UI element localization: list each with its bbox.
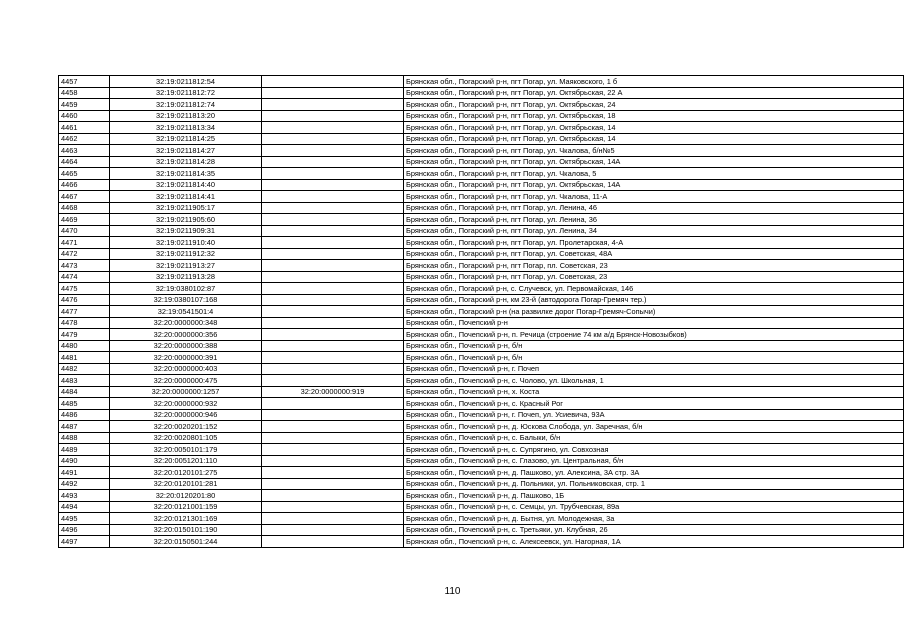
secondary-cadastral-number-cell: [262, 87, 404, 99]
cadastral-number-cell: 32:20:0000000:391: [110, 352, 262, 364]
secondary-cadastral-number-cell: [262, 271, 404, 283]
table-row: [59, 122, 904, 134]
cadastral-number-cell: 32:19:0211814:27: [110, 145, 262, 157]
table-row: [59, 490, 904, 502]
secondary-cadastral-number-cell: [262, 444, 404, 456]
row-number-cell: 4484: [59, 386, 110, 398]
table-row: [59, 513, 904, 525]
address-cell: Брянская обл., Погарский р-н, пгт Погар, ул. Ленина, 36: [404, 214, 904, 226]
table-row: [59, 225, 904, 237]
cadastral-number-cell: 32:19:0211813:20: [110, 110, 262, 122]
table-row: [59, 524, 904, 536]
row-number-cell: 4464: [59, 156, 110, 168]
page-number: 110: [444, 586, 461, 597]
address-cell: Брянская обл., Почепский р-н, д. Юскова Слобода, ул. Заречная, б/н: [404, 421, 904, 433]
cadastral-number-cell: 32:20:0120101:275: [110, 467, 262, 479]
row-number-cell: 4480: [59, 340, 110, 352]
cadastral-number-cell: 32:20:0000000:388: [110, 340, 262, 352]
row-number-cell: 4457: [59, 76, 110, 88]
cadastral-number-cell: 32:19:0211812:72: [110, 87, 262, 99]
secondary-cadastral-number-cell: [262, 478, 404, 490]
secondary-cadastral-number-cell: [262, 432, 404, 444]
row-number-cell: 4459: [59, 99, 110, 111]
secondary-cadastral-number-cell: [262, 524, 404, 536]
address-cell: Брянская обл., Почепский р-н, с. Супрягино, ул. Совхозная: [404, 444, 904, 456]
address-cell: Брянская обл., Почепский р-н, б/н: [404, 352, 904, 364]
secondary-cadastral-number-cell: [262, 145, 404, 157]
cadastral-number-cell: 32:19:0380107:168: [110, 294, 262, 306]
secondary-cadastral-number-cell: [262, 317, 404, 329]
table-row: [59, 179, 904, 191]
secondary-cadastral-number-cell: [262, 225, 404, 237]
address-cell: Брянская обл., Погарский р-н, пгт Погар, ул. Октябрьская, 18: [404, 110, 904, 122]
row-number-cell: 4462: [59, 133, 110, 145]
row-number-cell: 4467: [59, 191, 110, 203]
cadastral-number-cell: 32:19:0211814:28: [110, 156, 262, 168]
secondary-cadastral-number-cell: [262, 214, 404, 226]
secondary-cadastral-number-cell: [262, 260, 404, 272]
address-cell: Брянская обл., Погарский р-н, пгт Погар, ул. Октябрьская, 14: [404, 133, 904, 145]
cadastral-number-cell: 32:20:0000000:1257: [110, 386, 262, 398]
row-number-cell: 4487: [59, 421, 110, 433]
table-row: [59, 317, 904, 329]
table-row: [59, 421, 904, 433]
row-number-cell: 4485: [59, 398, 110, 410]
row-number-cell: 4470: [59, 225, 110, 237]
row-number-cell: 4472: [59, 248, 110, 260]
address-cell: Брянская обл., Погарский р-н, пгт Погар, ул. Октябрьская, 24: [404, 99, 904, 111]
table-row: [59, 76, 904, 88]
row-number-cell: 4474: [59, 271, 110, 283]
cadastral-number-cell: 32:19:0211913:27: [110, 260, 262, 272]
table-row: [59, 432, 904, 444]
address-cell: Брянская обл., Почепский р-н, с. Третьяки, ул. Клубная, 26: [404, 524, 904, 536]
table-row: [59, 363, 904, 375]
cadastral-number-cell: 32:19:0211814:25: [110, 133, 262, 145]
address-cell: Брянская обл., Почепский р-н, с. Красный Рог: [404, 398, 904, 410]
address-cell: Брянская обл., Почепский р-н, х. Коста: [404, 386, 904, 398]
cadastral-number-cell: 32:19:0211905:17: [110, 202, 262, 214]
address-cell: Брянская обл., Погарский р-н, пгт Погар, ул. Октябрьская, 14: [404, 122, 904, 134]
secondary-cadastral-number-cell: [262, 363, 404, 375]
address-cell: Брянская обл., Погарский р-н (на развилке дорог Погар-Гремяч-Сопычи): [404, 306, 904, 318]
row-number-cell: 4466: [59, 179, 110, 191]
address-cell: Брянская обл., Почепский р-н, д. Пашково, ул. Алексина, 3А стр. 3А: [404, 467, 904, 479]
row-number-cell: 4468: [59, 202, 110, 214]
cadastral-number-cell: 32:20:0020201:152: [110, 421, 262, 433]
address-cell: Брянская обл., Погарский р-н, пгт Погар, ул. Чкалова, б/н№5: [404, 145, 904, 157]
row-number-cell: 4497: [59, 536, 110, 548]
address-cell: Брянская обл., Почепский р-н, д. Пашково, 1Б: [404, 490, 904, 502]
secondary-cadastral-number-cell: [262, 467, 404, 479]
table-row: [59, 87, 904, 99]
cadastral-number-cell: 32:19:0211812:74: [110, 99, 262, 111]
address-cell: Брянская обл., Погарский р-н, пгт Погар, ул. Ленина, 34: [404, 225, 904, 237]
row-number-cell: 4460: [59, 110, 110, 122]
row-number-cell: 4477: [59, 306, 110, 318]
table-row: [59, 248, 904, 260]
address-cell: Брянская обл., Погарский р-н, пгт Погар, пл. Советская, 23: [404, 260, 904, 272]
table-row: [59, 156, 904, 168]
row-number-cell: 4478: [59, 317, 110, 329]
address-cell: Брянская обл., Погарский р-н, км 23-й (автодорога Погар-Гремяч тер.): [404, 294, 904, 306]
secondary-cadastral-number-cell: [262, 501, 404, 513]
table-row: [59, 306, 904, 318]
address-cell: Брянская обл., Погарский р-н, с. Случевск, ул. Первомайская, 146: [404, 283, 904, 295]
address-cell: Брянская обл., Погарский р-н, пгт Погар, ул. Чкалова, 11-А: [404, 191, 904, 203]
table-row: [59, 110, 904, 122]
secondary-cadastral-number-cell: [262, 352, 404, 364]
address-cell: Брянская обл., Погарский р-н, пгт Погар, ул. Чкалова, 5: [404, 168, 904, 180]
row-number-cell: 4458: [59, 87, 110, 99]
secondary-cadastral-number-cell: [262, 340, 404, 352]
secondary-cadastral-number-cell: [262, 398, 404, 410]
address-cell: Брянская обл., Почепский р-н, с. Чолово, ул. Школьная, 1: [404, 375, 904, 387]
table-row: [59, 260, 904, 272]
cadastral-number-cell: 32:19:0211812:54: [110, 76, 262, 88]
table-row: [59, 386, 904, 398]
row-number-cell: 4475: [59, 283, 110, 295]
table-row: [59, 329, 904, 341]
row-number-cell: 4493: [59, 490, 110, 502]
cadastral-number-cell: 32:20:0000000:348: [110, 317, 262, 329]
row-number-cell: 4479: [59, 329, 110, 341]
cadastral-number-cell: 32:20:0121001:159: [110, 501, 262, 513]
cadastral-number-cell: 32:20:0150501:244: [110, 536, 262, 548]
address-cell: Брянская обл., Почепский р-н, г. Почеп, ул. Усиевича, 93А: [404, 409, 904, 421]
row-number-cell: 4491: [59, 467, 110, 479]
address-cell: Брянская обл., Почепский р-н, г. Почеп: [404, 363, 904, 375]
table-row: [59, 283, 904, 295]
row-number-cell: 4463: [59, 145, 110, 157]
address-cell: Брянская обл., Почепский р-н, с. Алексеевск, ул. Нагорная, 1А: [404, 536, 904, 548]
table-row: [59, 352, 904, 364]
cadastral-number-cell: 32:19:0211814:41: [110, 191, 262, 203]
secondary-cadastral-number-cell: [262, 490, 404, 502]
secondary-cadastral-number-cell: [262, 110, 404, 122]
cadastral-number-cell: 32:20:0050101:179: [110, 444, 262, 456]
secondary-cadastral-number-cell: [262, 179, 404, 191]
secondary-cadastral-number-cell: [262, 248, 404, 260]
table-row: [59, 478, 904, 490]
row-number-cell: 4483: [59, 375, 110, 387]
cadastral-number-cell: 32:20:0150101:190: [110, 524, 262, 536]
cadastral-number-cell: 32:20:0000000:403: [110, 363, 262, 375]
row-number-cell: 4473: [59, 260, 110, 272]
secondary-cadastral-number-cell: [262, 536, 404, 548]
cadastral-number-cell: 32:19:0211909:31: [110, 225, 262, 237]
secondary-cadastral-number-cell: [262, 191, 404, 203]
table-row: [59, 375, 904, 387]
table-row: [59, 398, 904, 410]
address-cell: Брянская обл., Почепский р-н, с. Глазово, ул. Центральная, б/н: [404, 455, 904, 467]
secondary-cadastral-number-cell: [262, 122, 404, 134]
row-number-cell: 4461: [59, 122, 110, 134]
registry-table: [58, 75, 904, 548]
address-cell: Брянская обл., Почепский р-н, с. Семцы, ул. Трубчевская, 89а: [404, 501, 904, 513]
row-number-cell: 4486: [59, 409, 110, 421]
address-cell: Брянская обл., Почепский р-н, п. Речица (строение 74 км а/д Брянск-Новозыбков): [404, 329, 904, 341]
address-cell: Брянская обл., Погарский р-н, пгт Погар, ул. Советская, 23: [404, 271, 904, 283]
row-number-cell: 4471: [59, 237, 110, 249]
row-number-cell: 4488: [59, 432, 110, 444]
address-cell: Брянская обл., Погарский р-н, пгт Погар, ул. Октябрьская, 22 А: [404, 87, 904, 99]
cadastral-number-cell: 32:20:0020801:105: [110, 432, 262, 444]
address-cell: Брянская обл., Погарский р-н, пгт Погар, ул. Маяковского, 1 б: [404, 76, 904, 88]
address-cell: Брянская обл., Почепский р-н, б/н: [404, 340, 904, 352]
address-cell: Брянская обл., Погарский р-н, пгт Погар, ул. Ленина, 46: [404, 202, 904, 214]
secondary-cadastral-number-cell: [262, 306, 404, 318]
cadastral-number-cell: 32:20:0051201:110: [110, 455, 262, 467]
secondary-cadastral-number-cell: [262, 99, 404, 111]
secondary-cadastral-number-cell: [262, 375, 404, 387]
address-cell: Брянская обл., Погарский р-н, пгт Погар, ул. Пролетарская, 4-А: [404, 237, 904, 249]
table-row: [59, 133, 904, 145]
row-number-cell: 4495: [59, 513, 110, 525]
table-row: [59, 455, 904, 467]
cadastral-number-cell: 32:20:0000000:932: [110, 398, 262, 410]
cadastral-number-cell: 32:19:0380102:87: [110, 283, 262, 295]
table-row: [59, 444, 904, 456]
cadastral-number-cell: 32:19:0211813:34: [110, 122, 262, 134]
secondary-cadastral-number-cell: [262, 329, 404, 341]
secondary-cadastral-number-cell: [262, 237, 404, 249]
row-number-cell: 4496: [59, 524, 110, 536]
row-number-cell: 4492: [59, 478, 110, 490]
secondary-cadastral-number-cell: [262, 455, 404, 467]
cadastral-number-cell: 32:20:0000000:356: [110, 329, 262, 341]
secondary-cadastral-number-cell: [262, 421, 404, 433]
table-row: [59, 145, 904, 157]
table-row: [59, 99, 904, 111]
address-cell: Брянская обл., Погарский р-н, пгт Погар, ул. Октябрьская, 14А: [404, 179, 904, 191]
cadastral-number-cell: 32:19:0211905:60: [110, 214, 262, 226]
address-cell: Брянская обл., Погарский р-н, пгт Погар, ул. Советская, 48А: [404, 248, 904, 260]
address-cell: Брянская обл., Почепский р-н, д. Бытня, ул. Молодежная, 3а: [404, 513, 904, 525]
cadastral-number-cell: 32:20:0121301:169: [110, 513, 262, 525]
table-row: [59, 237, 904, 249]
secondary-cadastral-number-cell: [262, 513, 404, 525]
table-row: [59, 501, 904, 513]
address-cell: Брянская обл., Почепский р-н: [404, 317, 904, 329]
row-number-cell: 4490: [59, 455, 110, 467]
secondary-cadastral-number-cell: [262, 168, 404, 180]
row-number-cell: 4482: [59, 363, 110, 375]
secondary-cadastral-number-cell: [262, 76, 404, 88]
table-row: [59, 467, 904, 479]
table-row: [59, 214, 904, 226]
secondary-cadastral-number-cell: [262, 156, 404, 168]
cadastral-number-cell: 32:19:0211912:32: [110, 248, 262, 260]
cadastral-number-cell: 32:20:0120201:80: [110, 490, 262, 502]
cadastral-number-cell: 32:19:0541501:4: [110, 306, 262, 318]
table-row: [59, 340, 904, 352]
cadastral-number-cell: 32:19:0211814:40: [110, 179, 262, 191]
table-row: [59, 271, 904, 283]
address-cell: Брянская обл., Погарский р-н, пгт Погар, ул. Октябрьская, 14А: [404, 156, 904, 168]
table-row: [59, 294, 904, 306]
cadastral-number-cell: 32:19:0211814:35: [110, 168, 262, 180]
row-number-cell: 4494: [59, 501, 110, 513]
table-row: [59, 191, 904, 203]
cadastral-number-cell: 32:19:0211913:28: [110, 271, 262, 283]
address-cell: Брянская обл., Почепский р-н, д. Польники, ул. Польниковская, стр. 1: [404, 478, 904, 490]
row-number-cell: 4489: [59, 444, 110, 456]
secondary-cadastral-number-cell: [262, 283, 404, 295]
registry-table-body: [59, 76, 904, 548]
cadastral-number-cell: 32:20:0120101:281: [110, 478, 262, 490]
row-number-cell: 4481: [59, 352, 110, 364]
table-row: [59, 409, 904, 421]
secondary-cadastral-number-cell: [262, 409, 404, 421]
secondary-cadastral-number-cell: [262, 294, 404, 306]
table-row: [59, 202, 904, 214]
row-number-cell: 4476: [59, 294, 110, 306]
table-row: [59, 536, 904, 548]
secondary-cadastral-number-cell: [262, 133, 404, 145]
cadastral-number-cell: 32:19:0211910:40: [110, 237, 262, 249]
address-cell: Брянская обл., Почепский р-н, с. Балыки, б/н: [404, 432, 904, 444]
cadastral-number-cell: 32:20:0000000:946: [110, 409, 262, 421]
secondary-cadastral-number-cell: [262, 202, 404, 214]
table-row: [59, 168, 904, 180]
secondary-cadastral-number-cell: 32:20:0000000:919: [262, 386, 404, 398]
row-number-cell: 4469: [59, 214, 110, 226]
row-number-cell: 4465: [59, 168, 110, 180]
cadastral-number-cell: 32:20:0000000:475: [110, 375, 262, 387]
